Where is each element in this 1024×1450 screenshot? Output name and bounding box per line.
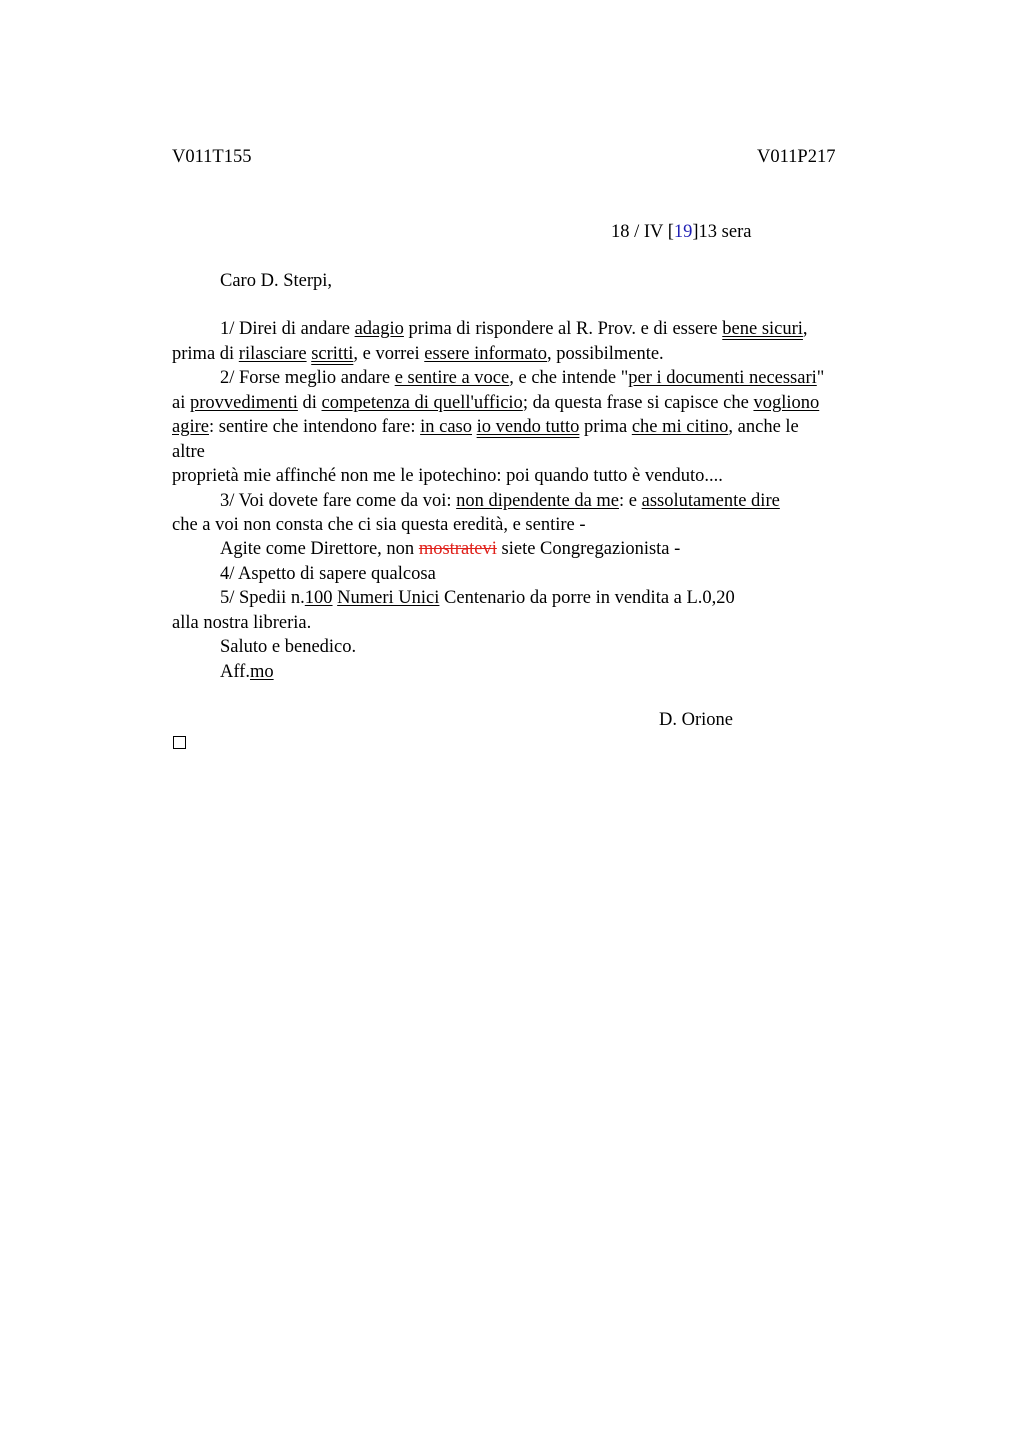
point-3-line-3: Agite come Direttore, non mostratevi siete Congregazionista - xyxy=(220,539,681,559)
letter-date: 18 / IV [19]13 sera xyxy=(611,222,752,242)
document-code-left: V011T155 xyxy=(172,147,252,167)
closing-affectionate: Aff.mo xyxy=(220,662,274,682)
struck-word: mostratevi xyxy=(418,539,497,559)
point-5-line-2: alla nostra libreria. xyxy=(172,613,312,633)
point-2-line-2: ai provvedimenti di competenza di quell'ufficio; da questa frase si capisce che vogliono xyxy=(172,393,820,413)
point-3-line-1: 3/ Voi dovete fare come da voi: non dipendente da me: e assolutamente dire xyxy=(220,491,780,511)
checkbox-square-icon xyxy=(173,736,186,749)
point-4: 4/ Aspetto di sapere qualcosa xyxy=(220,564,436,584)
signature: D. Orione xyxy=(659,710,733,730)
point-2-line-1: 2/ Forse meglio andare e sentire a voce, e che intende "per i documenti necessari" xyxy=(220,368,825,388)
point-2-line-4: altre xyxy=(172,442,205,462)
point-1-line-1: 1/ Direi di andare adagio prima di rispondere al R. Prov. e di essere bene sicuri, xyxy=(220,319,808,339)
point-2-line-5: proprietà mie affinché non me le ipotechino: poi quando tutto è venduto.... xyxy=(172,466,723,486)
document-code-right: V011P217 xyxy=(757,147,836,167)
point-2-line-3: agire: sentire che intendono fare: in caso io vendo tutto prima che mi citino, anche le xyxy=(172,417,799,437)
point-3-line-2: che a voi non consta che ci sia questa eredità, e sentire - xyxy=(172,515,586,535)
point-5-line-1: 5/ Spedii n.100 Numeri Unici Centenario da porre in vendita a L.0,20 xyxy=(220,588,735,608)
salutation: Caro D. Sterpi, xyxy=(220,271,333,291)
closing-greeting: Saluto e benedico. xyxy=(220,637,357,657)
date-editorial-insert: 19 xyxy=(673,222,693,242)
point-1-line-2: prima di rilasciare scritti, e vorrei essere informato, possibilmente. xyxy=(172,344,664,364)
